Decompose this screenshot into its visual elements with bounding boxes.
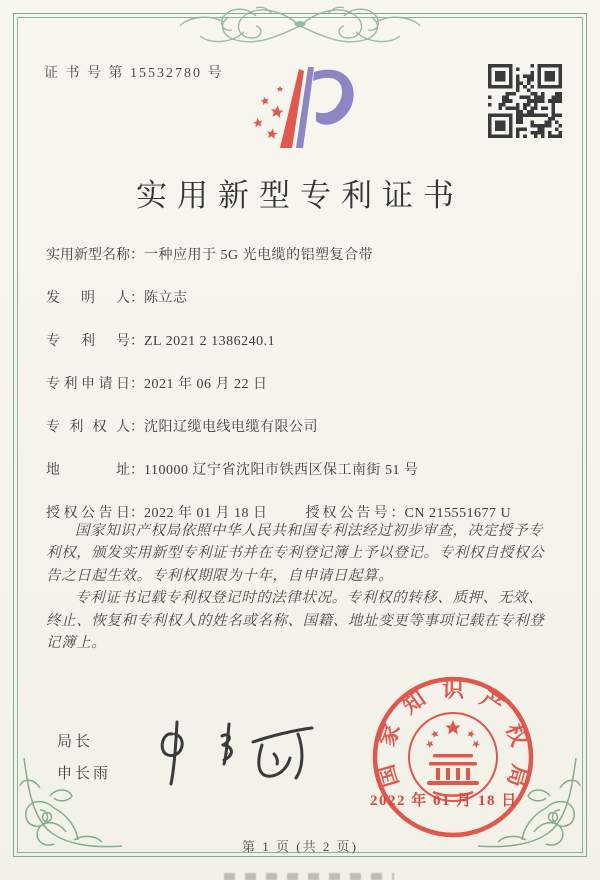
clipped-bottom-text-fragment xyxy=(224,873,394,880)
field-label: 地址 xyxy=(46,463,130,478)
field-label: 授权公告号 xyxy=(305,506,391,521)
page-number: 第 1 页 (共 2 页) xyxy=(242,839,358,854)
cnipa-logo-icon xyxy=(246,60,364,156)
field-label: 授权公告日 xyxy=(46,506,130,521)
field-row-patentee xyxy=(46,416,566,459)
field-value: 110000 辽宁省沈阳市铁西区保工南街 51 号 xyxy=(144,463,419,478)
seal-text: 国家知识产权局 xyxy=(373,677,533,790)
field-value: ZL 2021 2 1386240.1 xyxy=(144,334,276,349)
field-value: 一种应用于 5G 光电缆的铝塑复合带 xyxy=(144,248,374,263)
legal-text-block xyxy=(46,520,556,655)
field-colon: ： xyxy=(130,248,144,263)
field-row-application-date xyxy=(46,373,566,416)
field-value: 2021 年 06 月 22 日 xyxy=(144,377,268,392)
field-label: 专利权人 xyxy=(46,420,130,435)
commissioner-signature-icon xyxy=(150,712,320,804)
field-colon: ： xyxy=(130,291,144,306)
certificate-title: 实用新型专利证书 xyxy=(136,178,464,213)
field-colon: ： xyxy=(130,420,144,435)
certificate-fields xyxy=(46,244,566,545)
field-row-patent-number xyxy=(46,330,566,373)
seal-date: 2022 年 01 月 18 日 xyxy=(370,793,518,809)
field-label: 专利申请日 xyxy=(46,377,130,392)
qr-code-icon xyxy=(488,64,562,138)
grant-number-pair xyxy=(306,506,512,521)
field-row-utility-model-name xyxy=(46,244,566,287)
field-value: CN 215551677 U xyxy=(404,506,512,521)
commissioner-name: 申长雨 xyxy=(57,766,112,782)
field-colon: ： xyxy=(390,506,405,521)
commissioner-title: 局长 xyxy=(57,734,94,750)
legal-paragraph-1: 国家知识产权局依照中华人民共和国专利法经过初步审查，决定授予专利权，颁发实用新型专利证书并在专利登记簿上予以登记。专利权自授权公告之日起生效。专利权期限为十年，自申请日起算。 xyxy=(46,523,545,584)
cnipa-seal-icon xyxy=(366,670,540,844)
field-row-inventor xyxy=(46,287,566,330)
legal-paragraph-2: 专利证书记载专利权登记时的法律状况。专利权的转移、质押、无效、终止、恢复和专利权人的姓名或名称、国籍、地址变更等事项记载在专利登记簿上。 xyxy=(46,590,545,652)
field-colon: ： xyxy=(130,334,144,349)
field-colon: ： xyxy=(130,463,144,478)
field-colon: ： xyxy=(130,377,144,392)
field-value: 陈立志 xyxy=(144,291,188,306)
field-value: 沈阳辽缆电线电缆有限公司 xyxy=(144,420,318,435)
field-row-address xyxy=(46,459,566,502)
certificate-number: 证 书 号 第 15532780 号 xyxy=(44,66,224,81)
field-label: 专利号 xyxy=(46,334,130,349)
field-colon: ： xyxy=(130,506,144,521)
field-value: 2022 年 01 月 18 日 xyxy=(144,506,268,521)
field-label: 实用新型名称 xyxy=(46,248,130,263)
svg-text:国家知识产权局 xyxy=(373,677,533,790)
field-label: 发明人 xyxy=(46,291,130,306)
